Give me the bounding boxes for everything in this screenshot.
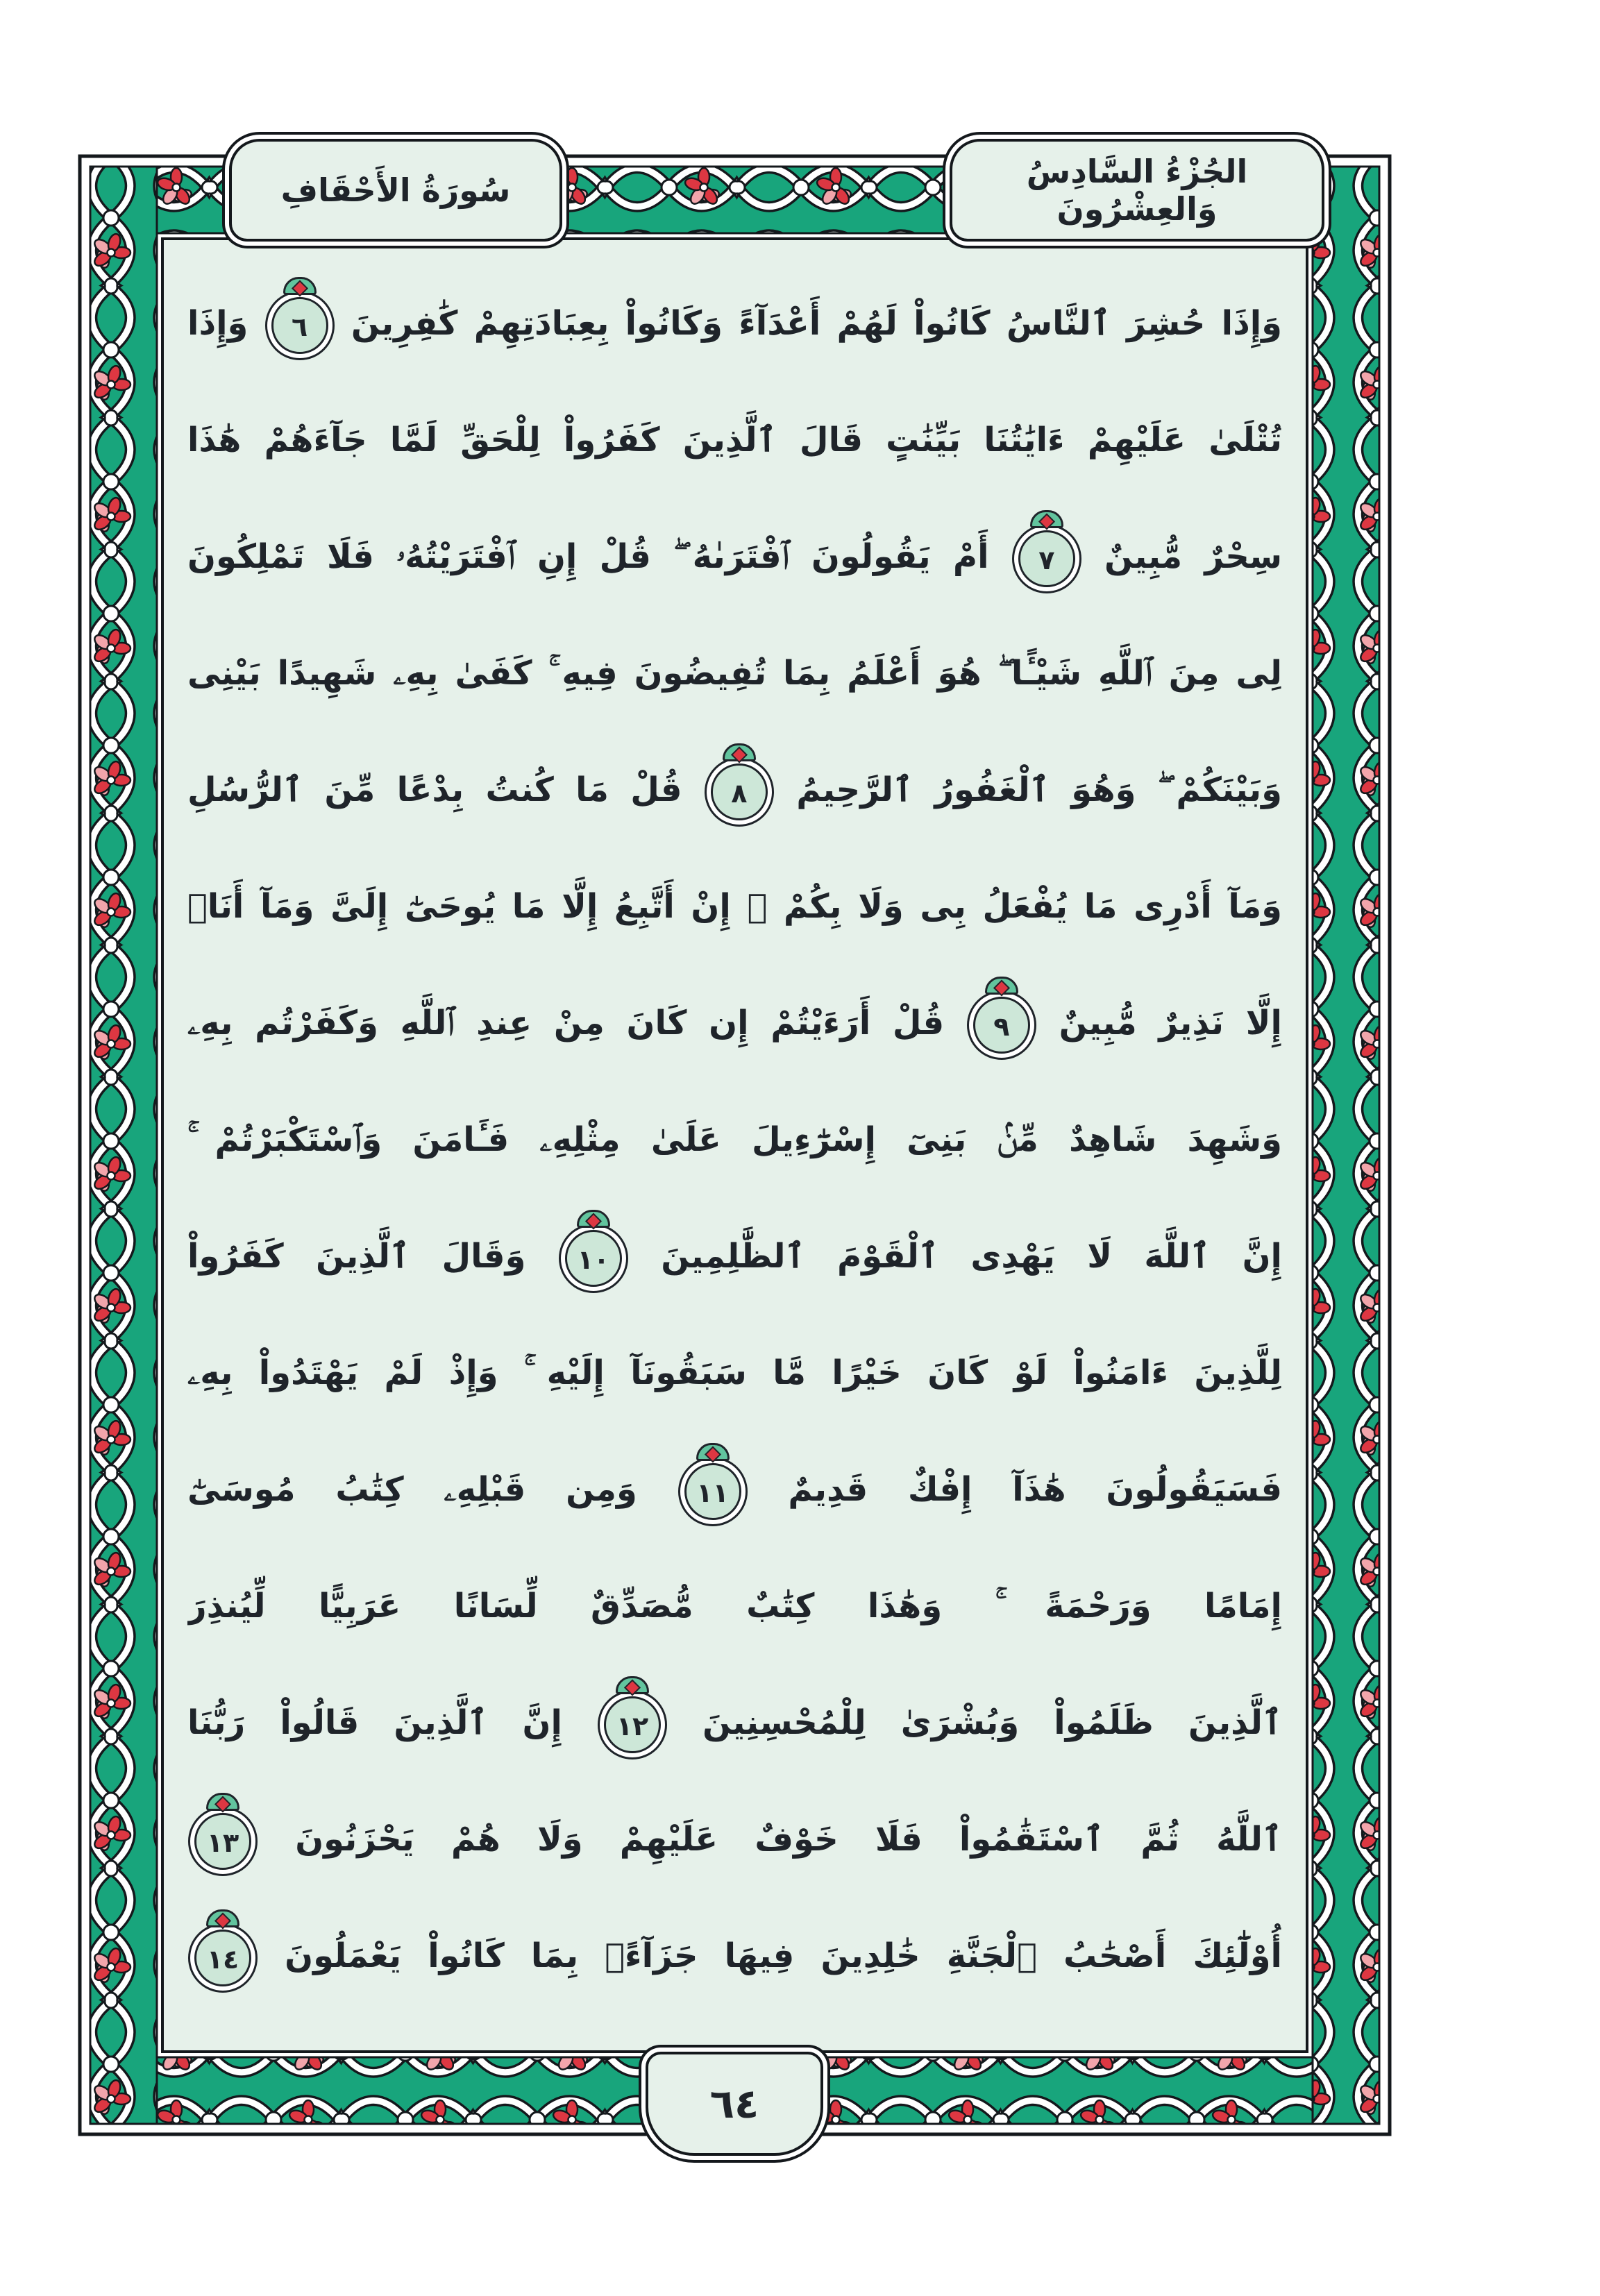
- ayah-end-marker: [684, 1463, 741, 1520]
- quran-line-7: [187, 965, 1282, 1081]
- ayah-number: ٩: [993, 1011, 1010, 1042]
- ayah-number: ١٢: [616, 1711, 649, 1741]
- quran-line-11: [187, 1431, 1282, 1548]
- quran-line-6: [187, 848, 1282, 965]
- quran-text-segment: تُتْلَىٰ عَلَيْهِمْ ءَايَٰتُنَا بَيِّنَٰتٍ قَالَ ٱلَّذِينَ كَفَرُواْ لِلْحَقِّ لَمَّا جَآءَهُمْ هَٰذَا: [187, 421, 1282, 459]
- border-band-left: [90, 167, 157, 2124]
- quran-text-segment: فَسَيَقُولُونَ هَٰذَآ إِفْكٌ قَدِيمٌ: [788, 1470, 1282, 1509]
- quran-text-segment: وَقَالَ ٱلَّذِينَ كَفَرُواْ: [187, 1237, 526, 1276]
- quran-line-10: [187, 1315, 1282, 1431]
- ayah-end-marker: [565, 1230, 622, 1287]
- quran-text-segment: وَبَيْنَكُمْ ۖ وَهُوَ ٱلْغَفُورُ ٱلرَّحِيمُ: [796, 770, 1282, 809]
- quran-text-segment: قُلْ مَا كُنتُ بِدْعًا مِّنَ ٱلرُّسُلِ: [187, 770, 682, 809]
- quran-line-5: [187, 732, 1282, 848]
- surah-title: سُورَةُ الأَحْقَافِ: [280, 171, 511, 209]
- ayah-number: ٨: [731, 778, 748, 809]
- quran-text-segment: ٱللَّهُ ثُمَّ ٱسْتَقَٰمُواْ فَلَا خَوْفٌ عَلَيْهِمْ وَلَا هُمْ يَحْزَنُونَ: [295, 1820, 1282, 1859]
- ayah-end-marker: [194, 1813, 251, 1870]
- ayah-end-marker: [271, 297, 328, 354]
- ayah-end-marker: [604, 1696, 661, 1753]
- ayah-number: ٧: [1038, 545, 1055, 575]
- quran-line-8: [187, 1081, 1282, 1198]
- quran-text-segment: لِلَّذِينَ ءَامَنُواْ لَوْ كَانَ خَيْرًا مَّا سَبَقُونَآ إِلَيْهِ ۚ وَإِذْ لَمْ يَهْتَدُواْ بِهِۦ: [187, 1353, 1282, 1392]
- quran-text-segment: إِنَّ ٱلَّذِينَ قَالُواْ رَبُّنَا: [187, 1703, 562, 1742]
- ayah-end-marker: [1018, 530, 1075, 587]
- ayah-number: ١٣: [206, 1827, 239, 1858]
- quran-text-segment: لِى مِنَ ٱللَّهِ شَيْـًٔا ۖ هُوَ أَعْلَمُ بِمَا تُفِيضُونَ فِيهِ ۚ كَفَىٰ بِهِۦ شَهِيدًا بَيْنِى: [187, 654, 1282, 693]
- border-band-right: [1313, 167, 1379, 2124]
- mushaf-text: [169, 246, 1300, 2045]
- quran-text-segment: وَشَهِدَ شَاهِدٌ مِّنۢ بَنِىٓ إِسْرَٰٓءِيلَ عَلَىٰ مِثْلِهِۦ فَـَٔامَنَ وَٱسْتَكْبَرْتُمْ ۚ: [187, 1120, 1282, 1159]
- ayah-end-marker: [973, 997, 1030, 1054]
- ayah-number: ١١: [696, 1478, 729, 1508]
- quran-line-12: [187, 1548, 1282, 1664]
- quran-text-segment: قُلْ أَرَءَيْتُمْ إِن كَانَ مِنْ عِندِ ٱللَّهِ وَكَفَرْتُم بِهِۦ: [187, 1004, 945, 1043]
- quran-line-3: [187, 498, 1282, 615]
- ayah-end-marker: [711, 763, 768, 820]
- quran-text-segment: إِمَامًا وَرَحْمَةً ۚ وَهَٰذَا كِتَٰبٌ مُّصَدِّقٌ لِّسَانًا عَرَبِيًّا لِّيُنذِرَ: [187, 1587, 1282, 1626]
- ayah-number: ١٤: [206, 1944, 239, 1975]
- quran-text-segment: أُوْلَٰٓئِكَ أَصْحَٰبُ ٱلْجَنَّةِ خَٰلِدِينَ فِيهَا جَزَآءًۢ بِمَا كَانُواْ يَعْمَلُونَ: [285, 1936, 1282, 1975]
- ayah-number: ٦: [292, 312, 308, 342]
- quran-text-segment: أَمْ يَقُولُونَ ٱفْتَرَىٰهُ ۖ قُلْ إِنِ ٱفْتَرَيْتُهُۥ فَلَا تَمْلِكُونَ: [187, 537, 989, 576]
- quran-line-15: [187, 1898, 1282, 2014]
- quran-line-2: [187, 382, 1282, 498]
- quran-text-segment: وَإِذَا: [187, 304, 249, 343]
- quran-line-9: [187, 1198, 1282, 1315]
- page-number: ٦٤: [709, 2080, 759, 2127]
- quran-text-segment: ٱلَّذِينَ ظَلَمُواْ وَبُشْرَىٰ لِلْمُحْسِنِينَ: [702, 1703, 1282, 1742]
- ayah-number: ١٠: [577, 1244, 610, 1275]
- quran-text-segment: سِحْرٌ مُّبِينٌ: [1104, 537, 1282, 576]
- ayah-end-marker: [194, 1930, 251, 1986]
- quran-text-segment: إِنَّ ٱللَّهَ لَا يَهْدِى ٱلْقَوْمَ ٱلظَّٰلِمِينَ: [661, 1237, 1282, 1276]
- juz-title-cartouche: [950, 139, 1324, 242]
- quran-text-segment: وَمِن قَبْلِهِۦ كِتَٰبُ مُوسَىٰٓ: [187, 1470, 637, 1509]
- quran-line-1: [187, 265, 1282, 382]
- surah-title-cartouche: [229, 139, 562, 242]
- quran-line-4: [187, 615, 1282, 732]
- quran-text-segment: وَمَآ أَدْرِى مَا يُفْعَلُ بِى وَلَا بِكُمْ ۖ إِنْ أَتَّبِعُ إِلَّا مَا يُوحَىٰٓ إِلَىَّ وَمَآ أَنَا۠: [187, 887, 1282, 926]
- quran-text-segment: وَإِذَا حُشِرَ ٱلنَّاسُ كَانُواْ لَهُمْ أَعْدَآءً وَكَانُواْ بِعِبَادَتِهِمْ كَٰفِرِينَ: [351, 304, 1282, 343]
- juz-title: الجُزْءُ السَّادِسُ وَالعِشْرُونَ: [1026, 153, 1248, 228]
- page-number-cartouche: [646, 2052, 823, 2156]
- quran-text-segment: إِلَّا نَذِيرٌ مُّبِينٌ: [1059, 1004, 1282, 1043]
- quran-line-14: [187, 1781, 1282, 1898]
- quran-line-13: [187, 1664, 1282, 1781]
